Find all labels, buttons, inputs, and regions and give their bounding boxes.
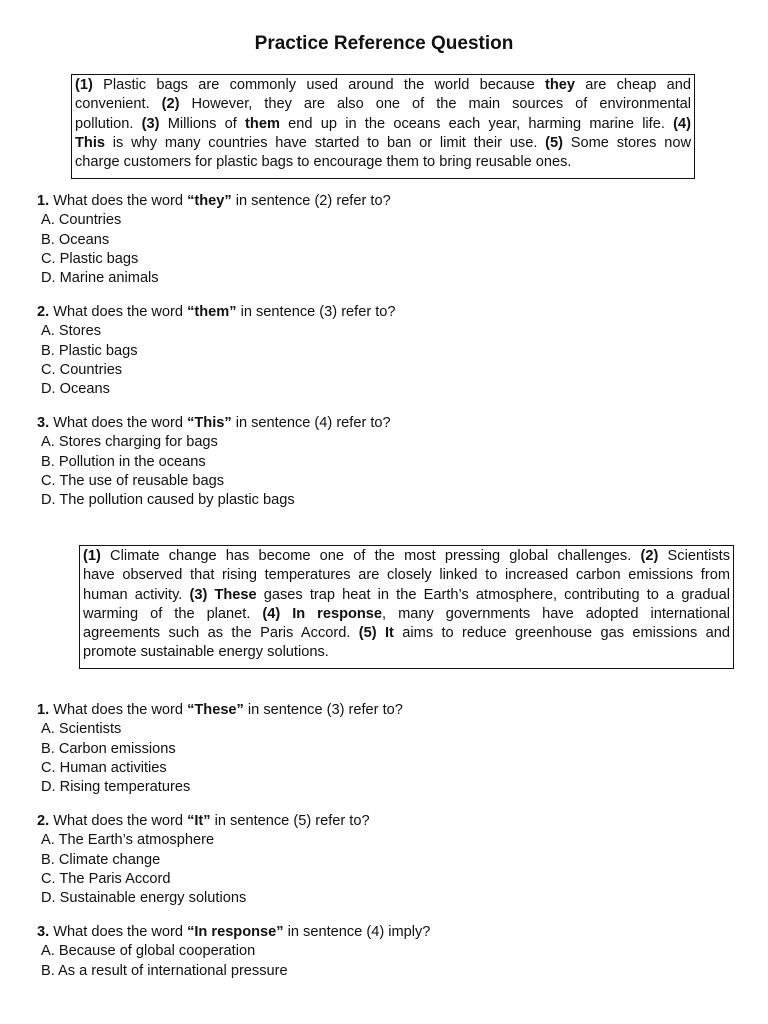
answer-option: A. Countries	[41, 212, 122, 229]
passage-text: is why many countries have started to ban or limit their use.	[105, 134, 546, 151]
answer-option: C. Plastic bags	[41, 250, 139, 267]
passage-line	[83, 566, 730, 585]
answer-option: D. Oceans	[41, 381, 110, 398]
answer-option: D. Marine animals	[41, 270, 159, 287]
passage-bold-text: (4)	[673, 115, 691, 132]
passage-bold-text: (3) These	[189, 586, 257, 603]
passage-text: promote sustainable energy solutions.	[83, 644, 329, 661]
answer-option: A. Stores	[41, 323, 102, 340]
passage-text: warming of the planet.	[83, 605, 263, 622]
answer-option: C. Countries	[41, 361, 123, 378]
answer-option: A. Because of global cooperation	[41, 943, 256, 960]
answer-option: A. Scientists	[41, 721, 122, 738]
passage-bold-text: (2)	[640, 548, 659, 564]
page-title: Practice Reference Question	[254, 33, 514, 54]
passage-bold-text: This	[75, 134, 105, 151]
question-pre: What does the word	[49, 193, 188, 209]
question-pre: What does the word	[49, 813, 188, 829]
passage-line	[75, 95, 691, 114]
passage-bold-text: them	[245, 115, 280, 132]
passage-line	[75, 115, 691, 134]
question-word: “This”	[187, 415, 232, 431]
answer-option: D. Rising temperatures	[41, 779, 191, 796]
question-1-3	[37, 414, 391, 510]
passage-text: end up in the oceans each year, harming marine life.	[279, 115, 674, 132]
answer-option: A. The Earth’s atmosphere	[41, 832, 215, 849]
question-2-3	[37, 923, 430, 981]
question-pre: What does the word	[49, 702, 188, 718]
passage-text: Climate change has become one of the most pressing global challenges.	[100, 548, 641, 564]
passage-text: pollution.	[75, 115, 142, 132]
answer-option: B. Pollution in the oceans	[41, 453, 206, 470]
question-word: “These”	[187, 702, 244, 718]
answer-option: A. Stores charging for bags	[41, 434, 218, 451]
question-stem	[37, 192, 391, 211]
question-pre: What does the word	[49, 924, 188, 940]
passage-text: Plastic bags are commonly used around the world because	[92, 77, 546, 93]
question-1-1	[37, 192, 391, 288]
passage-text: Some stores now	[563, 134, 691, 151]
passage-text: agreements such as the Paris Accord.	[83, 625, 359, 642]
passage-line	[75, 153, 691, 172]
question-post: in sentence (3) refer to?	[243, 702, 403, 718]
question-num: 1.	[37, 702, 50, 718]
answer-option: B. Carbon emissions	[41, 740, 176, 757]
passage-bold-text: they	[545, 77, 576, 93]
question-num: 2.	[37, 813, 50, 829]
passage-bold-text: (3)	[141, 115, 160, 132]
question-post: in sentence (2) refer to?	[231, 193, 391, 209]
passage-bold-text: (5) It	[358, 625, 394, 642]
passage-line	[83, 643, 730, 662]
passage-text: human activity.	[83, 586, 190, 603]
passage-bold-text: (4) In response	[262, 605, 383, 622]
question-num: 2.	[37, 304, 50, 320]
answer-option: C. Human activities	[41, 759, 167, 776]
question-pre: What does the word	[49, 415, 188, 431]
question-1-2	[37, 303, 396, 399]
question-word: “It”	[187, 813, 211, 829]
passage-line	[75, 134, 691, 153]
passage-text: Scientists	[658, 548, 731, 564]
question-post: in sentence (5) refer to?	[210, 813, 370, 829]
passage-line	[83, 605, 730, 624]
passage-line	[83, 624, 730, 643]
question-stem	[37, 303, 396, 322]
passage-bold-text: (1)	[75, 77, 93, 93]
answer-option: C. The use of reusable bags	[41, 472, 225, 489]
passage-line	[75, 76, 691, 95]
question-post: in sentence (3) refer to?	[236, 304, 396, 320]
passage-box-climate-change	[79, 545, 734, 669]
passage-text: aims to reduce greenhouse gas emissions and	[393, 625, 731, 642]
passage-text: , many governments have adopted international	[382, 605, 730, 622]
passage-line	[83, 547, 730, 566]
answer-option: B. Plastic bags	[41, 342, 138, 359]
question-2-1	[37, 701, 403, 797]
passage-text: Millions of	[159, 115, 246, 132]
passage-text: charge customers for plastic bags to encourage them to bring reusable ones.	[75, 154, 572, 171]
answer-option: D. The pollution caused by plastic bags	[41, 492, 295, 509]
question-post: in sentence (4) imply?	[283, 924, 431, 940]
question-word: “them”	[187, 304, 237, 320]
passage-line	[83, 586, 730, 605]
passage-box-plastic-bags	[71, 74, 695, 179]
passage-text: However, they are also one of the main sources of environmental	[179, 96, 691, 113]
passage-bold-text: (2)	[161, 96, 180, 113]
passage-text: are cheap and	[575, 77, 691, 93]
passage-text: gases trap heat in the Earth’s atmosphere, contributing to a gradual	[256, 586, 730, 603]
answer-option: B. As a result of international pressure	[41, 962, 288, 979]
answer-option: B. Climate change	[41, 851, 161, 868]
question-post: in sentence (4) refer to?	[231, 415, 391, 431]
question-num: 1.	[37, 193, 50, 209]
answer-option: B. Oceans	[41, 231, 110, 248]
question-stem	[37, 923, 430, 942]
answer-option: C. The Paris Accord	[41, 870, 171, 887]
question-stem	[37, 812, 370, 831]
question-pre: What does the word	[49, 304, 188, 320]
passage-bold-text: (5)	[545, 134, 564, 151]
question-stem	[37, 701, 403, 720]
question-word: “they”	[187, 193, 232, 209]
question-2-2	[37, 812, 370, 908]
question-num: 3.	[37, 415, 50, 431]
question-word: “In response”	[187, 924, 284, 940]
passage-text: have observed that rising temperatures are closely linked to increased carbon emissions from	[83, 567, 730, 584]
question-num: 3.	[37, 924, 50, 940]
question-stem	[37, 414, 391, 433]
answer-option: D. Sustainable energy solutions	[41, 890, 247, 907]
passage-bold-text: (1)	[83, 548, 101, 564]
passage-text: convenient.	[75, 96, 162, 113]
